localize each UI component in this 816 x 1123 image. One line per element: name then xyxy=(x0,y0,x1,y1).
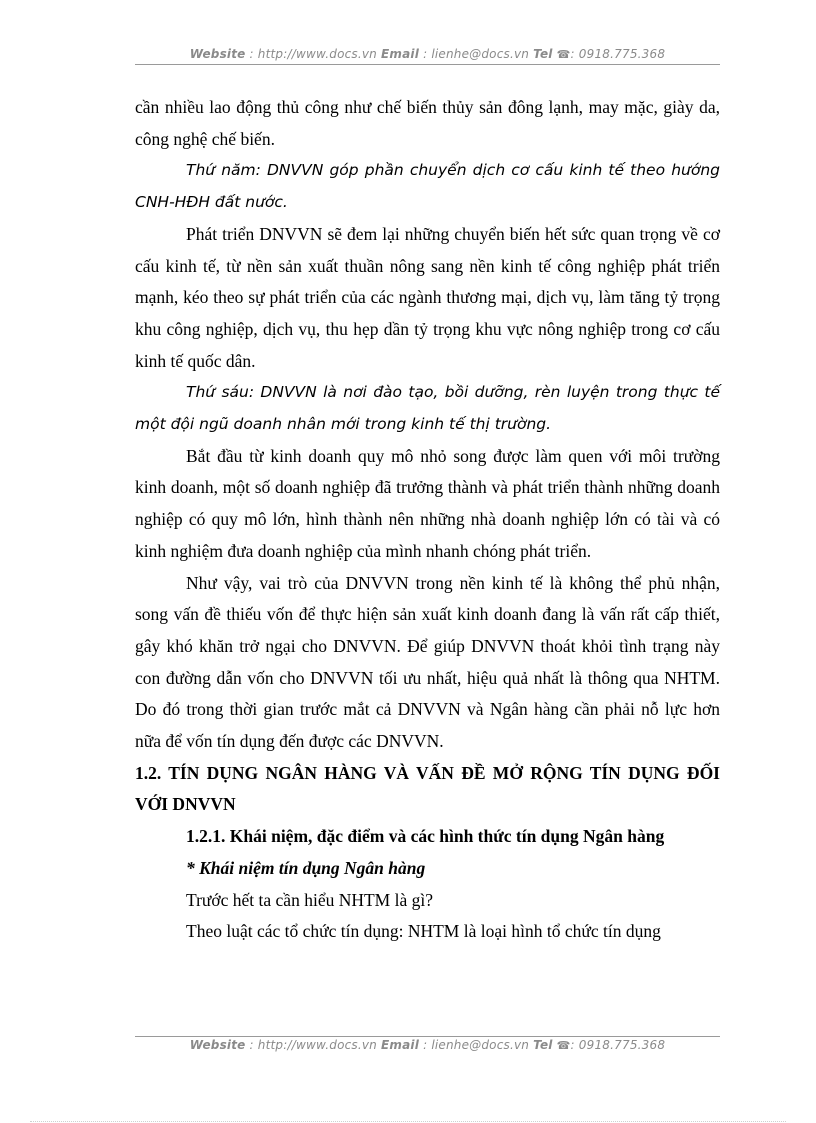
paragraph-question: Trước hết ta cần hiểu NHTM là gì? xyxy=(186,889,433,910)
footer-tel-label: Tel xyxy=(533,1038,553,1052)
telephone-icon: ☎ xyxy=(556,48,571,61)
page-bottom-dotted-line xyxy=(30,1121,786,1122)
telephone-icon: ☎ xyxy=(556,1039,571,1052)
paragraph-economic-structure: Phát triển DNVVN sẽ đem lại những chuyển biến hết sức quan trọng về cơ cấu kinh tế, từ nền sản xuất thuần nông sang nền kinh tế công nghiệp phát triển mạnh, kéo theo sự phát triển của các ngành thương mại, dịch vụ, làm tăng tỷ trọng khu công nghiệp, dịch vụ, thu hẹp dần tỷ trọng khu vực nông nghiệp trong cơ cấu kinh tế quốc dân. xyxy=(135,223,720,371)
page-header xyxy=(135,47,720,65)
subsection-heading: 1.2.1. Khái niệm, đặc điểm và các hình thức tín dụng Ngân hàng xyxy=(186,826,665,847)
paragraph-point-five: Thứ năm: DNVVN góp phần chuyển dịch cơ cấu kinh tế theo hướng CNH-HĐH đất nước. xyxy=(135,161,720,212)
footer-website-value: : http://www.docs.vn xyxy=(249,1038,377,1052)
header-email-value: : lienhe@docs.vn xyxy=(423,47,530,61)
header-website-value: : http://www.docs.vn xyxy=(249,47,377,61)
footer-email-label: Email xyxy=(381,1038,420,1052)
definition-heading: * Khái niệm tín dụng Ngân hàng xyxy=(186,857,426,878)
header-tel-label: Tel xyxy=(533,47,553,61)
page-footer xyxy=(135,1038,720,1052)
header-email-label: Email xyxy=(381,47,420,61)
paragraph-law-definition: Theo luật các tổ chức tín dụng: NHTM là loại hình tổ chức tín dụng xyxy=(186,921,661,942)
paragraph-conclusion: Như vậy, vai trò của DNVVN trong nền kinh tế là không thể phủ nhận, song vấn đề thiếu vốn để thực hiện sản xuất kinh doanh đang là vấn rất cấp thiết, gây khó khăn trở ngại cho DNVVN. Để giúp DNVVN thoát khỏi tình trạng này con đường dẫn vốn cho DNVVN tối ưu nhất, hiệu quả nhất là thông qua NHTM. Do đó trong thời gian trước mắt cả DNVVN và Ngân hàng cần phải nỗ lực hơn nữa để vốn tín dụng đến được các DNVVN. xyxy=(135,572,720,752)
footer-website-label: Website xyxy=(189,1038,246,1052)
footer-email-value: : lienhe@docs.vn xyxy=(423,1038,530,1052)
header-website-label: Website xyxy=(189,47,246,61)
paragraph-continuation: cần nhiều lao động thủ công như chế biến thủy sản đông lạnh, may mặc, giày da, công nghệ chế biến. xyxy=(135,97,720,149)
footer-tel-value: : 0918.775.368 xyxy=(570,1038,666,1052)
section-heading: 1.2. TÍN DỤNG NGÂN HÀNG VÀ VẤN ĐỀ MỞ RỘNG TÍN DỤNG ĐỐI VỚI DNVVN xyxy=(135,762,720,815)
footer-divider xyxy=(135,1036,720,1037)
document-body xyxy=(135,92,720,948)
paragraph-business-growth: Bắt đầu từ kinh doanh quy mô nhỏ song được làm quen với môi trường kinh doanh, một số doanh nghiệp đã trưởng thành và phát triển thành những doanh nghiệp có quy mô lớn, hình thành nên những nhà doanh nghiệp lớn có tài và có kinh nghiệm đưa doanh nghiệp của mình nhanh chóng phát triển. xyxy=(135,445,720,561)
paragraph-point-six: Thứ sáu: DNVVN là nơi đào tạo, bồi dưỡng, rèn luyện trong thực tế một đội ngũ doanh nhân mới trong kinh tế thị trường. xyxy=(135,383,720,434)
header-tel-value: : 0918.775.368 xyxy=(570,47,666,61)
